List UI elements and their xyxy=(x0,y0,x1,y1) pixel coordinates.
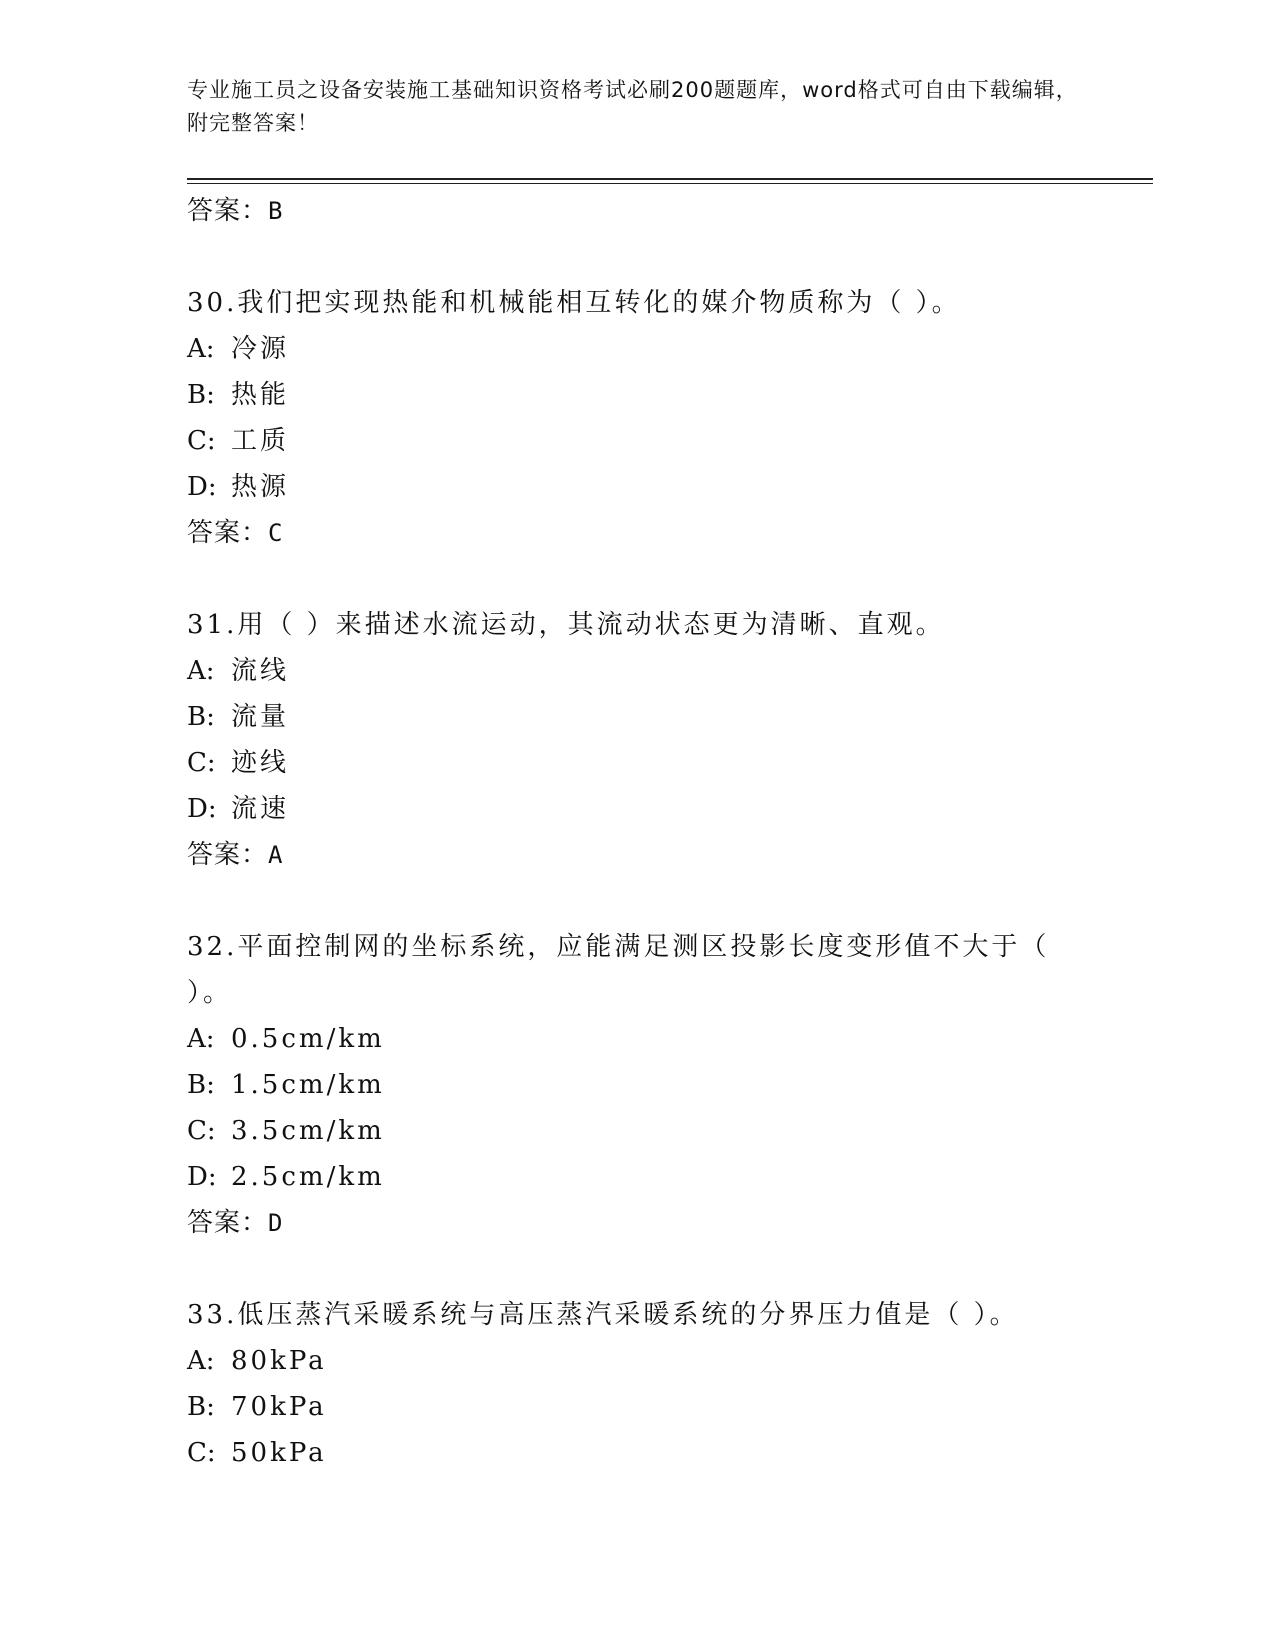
option-text: 冷源 xyxy=(231,334,290,364)
question-text: 30.我们把实现热能和机械能相互转化的媒介物质称为（ ）。 xyxy=(187,288,961,318)
option-a xyxy=(187,326,1067,372)
question-32 xyxy=(187,924,1067,1246)
option-d xyxy=(187,1154,1067,1200)
option-d xyxy=(187,786,1067,832)
option-b xyxy=(187,1384,1067,1430)
question-text: 33.低压蒸汽采暖系统与高压蒸汽采暖系统的分界压力值是（ ）。 xyxy=(187,1300,1019,1330)
question-33 xyxy=(187,1292,1067,1476)
option-a xyxy=(187,1338,1067,1384)
option-b xyxy=(187,694,1067,740)
option-letter: B: xyxy=(187,380,215,410)
answer-value: D xyxy=(268,1209,284,1237)
option-text: 80kPa xyxy=(231,1346,327,1376)
spacer xyxy=(187,556,1067,602)
option-text: 0.5cm/km xyxy=(231,1024,385,1054)
question-list xyxy=(187,188,1067,1476)
option-letter: B: xyxy=(187,1070,215,1100)
option-a xyxy=(187,648,1067,694)
answer-label: 答案： xyxy=(187,840,269,870)
option-letter: D: xyxy=(187,1162,217,1192)
option-text: 70kPa xyxy=(231,1392,327,1422)
option-letter: A: xyxy=(187,334,215,364)
option-text: 工质 xyxy=(231,426,290,456)
question-30 xyxy=(187,280,1067,556)
option-text: 流量 xyxy=(231,702,290,732)
spacer xyxy=(187,234,1067,280)
option-letter: D: xyxy=(187,472,217,502)
option-d xyxy=(187,464,1067,510)
option-letter: A: xyxy=(187,1024,215,1054)
answer xyxy=(187,832,1067,878)
option-b xyxy=(187,372,1067,418)
option-letter: C: xyxy=(187,748,216,778)
option-b xyxy=(187,1062,1067,1108)
answer-label: 答案： xyxy=(187,196,269,226)
option-text: 50kPa xyxy=(231,1438,327,1468)
option-letter: B: xyxy=(187,702,215,732)
option-text: 2.5cm/km xyxy=(231,1162,385,1192)
answer-value: C xyxy=(268,519,284,547)
answer-value: A xyxy=(268,841,284,869)
option-letter: A: xyxy=(187,656,215,686)
option-c xyxy=(187,1430,1067,1476)
question-31 xyxy=(187,602,1067,878)
option-text: 流线 xyxy=(231,656,290,686)
option-letter: C: xyxy=(187,1438,216,1468)
option-text: 热能 xyxy=(231,380,290,410)
previous-answer xyxy=(187,188,1067,234)
spacer xyxy=(187,878,1067,924)
question-text: 31.用（ ）来描述水流运动，其流动状态更为清晰、直观。 xyxy=(187,610,945,640)
option-letter: A: xyxy=(187,1346,215,1376)
document-header: 专业施工员之设备安装施工基础知识资格考试必刷200题题库，word格式可自由下载编辑，附完整答案！ xyxy=(187,78,1078,135)
header-divider-thick xyxy=(187,178,1153,180)
answer-value: B xyxy=(268,197,284,225)
option-letter: D: xyxy=(187,794,217,824)
spacer xyxy=(187,1246,1067,1292)
answer xyxy=(187,510,1067,556)
option-text: 迹线 xyxy=(231,748,290,778)
option-letter: C: xyxy=(187,426,216,456)
answer-label: 答案： xyxy=(187,518,269,548)
option-c xyxy=(187,418,1067,464)
option-c xyxy=(187,1108,1067,1154)
option-c xyxy=(187,740,1067,786)
option-text: 流速 xyxy=(231,794,290,824)
option-text: 3.5cm/km xyxy=(231,1116,385,1146)
header-divider-thin xyxy=(187,183,1153,184)
option-a xyxy=(187,1016,1067,1062)
option-letter: B: xyxy=(187,1392,215,1422)
answer xyxy=(187,1200,1067,1246)
option-text: 热源 xyxy=(231,472,290,502)
option-text: 1.5cm/km xyxy=(231,1070,385,1100)
question-text: 32.平面控制网的坐标系统，应能满足测区投影长度变形值不大于（ ）。 xyxy=(187,932,1050,1008)
option-letter: C: xyxy=(187,1116,216,1146)
answer-label: 答案： xyxy=(187,1208,269,1238)
